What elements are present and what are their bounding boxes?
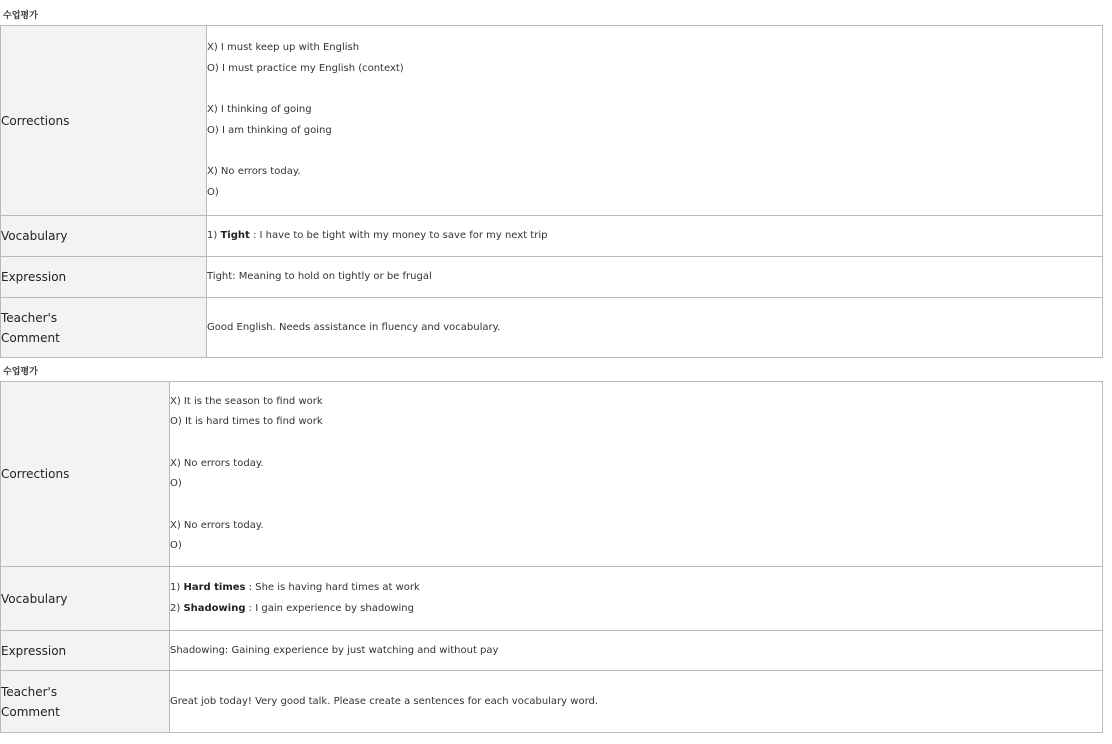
corrections-label: Corrections bbox=[1, 382, 170, 567]
comment-text: Great job today! Very good talk. Please create a sentences for each vocabulary word. bbox=[170, 695, 599, 707]
expression-content bbox=[207, 257, 1103, 298]
correction-line: O) bbox=[170, 540, 182, 551]
expression-text: Tight: Meaning to hold on tightly or be frugal bbox=[207, 271, 432, 282]
correction-line: O) I am thinking of going bbox=[207, 124, 332, 136]
expression-row bbox=[1, 257, 1103, 298]
vocabulary-prefix: 1) bbox=[170, 582, 184, 593]
corrections-content bbox=[170, 382, 1103, 567]
correction-line: O) I must practice my English (context) bbox=[207, 62, 404, 74]
evaluation-table bbox=[0, 25, 1103, 358]
comment-label bbox=[1, 298, 207, 358]
vocabulary-row bbox=[1, 567, 1103, 631]
vocabulary-term: Hard times bbox=[183, 582, 246, 593]
vocabulary-prefix: 2) bbox=[170, 602, 184, 614]
vocabulary-prefix: 1) bbox=[207, 230, 221, 241]
comment-label bbox=[1, 671, 170, 733]
vocabulary-item bbox=[207, 228, 1102, 244]
vocabulary-term: Shadowing bbox=[183, 602, 246, 614]
correction-line: O) It is hard times to find work bbox=[170, 416, 323, 427]
correction-line: X) I thinking of going bbox=[207, 104, 312, 115]
vocabulary-definition: : She is having hard times at work bbox=[245, 582, 420, 593]
expression-label: Expression bbox=[1, 257, 207, 298]
correction-line: X) No errors today. bbox=[170, 519, 264, 531]
vocabulary-item bbox=[170, 578, 1102, 599]
corrections-row bbox=[1, 26, 1103, 216]
vocabulary-definition: : I have to be tight with my money to save for my next trip bbox=[249, 230, 548, 241]
evaluation-table bbox=[0, 381, 1103, 733]
vocabulary-content bbox=[170, 567, 1103, 631]
comment-label-line: Comment bbox=[1, 330, 60, 345]
corrections-content bbox=[207, 26, 1103, 216]
correction-line: O) bbox=[170, 478, 182, 489]
correction-line: O) bbox=[207, 186, 219, 198]
section-title: 수업평가 bbox=[3, 11, 38, 21]
expression-label: Expression bbox=[1, 631, 170, 671]
corrections-label: Corrections bbox=[1, 26, 207, 216]
comment-content bbox=[207, 298, 1103, 358]
vocabulary-definition: : I gain experience by shadowing bbox=[245, 602, 414, 614]
vocabulary-content bbox=[207, 216, 1103, 257]
vocabulary-row bbox=[1, 216, 1103, 257]
vocabulary-label: Vocabulary bbox=[1, 567, 170, 631]
comment-label-line: Comment bbox=[1, 704, 60, 719]
section-title: 수업평가 bbox=[3, 367, 38, 377]
correction-line: X) It is the season to find work bbox=[170, 395, 323, 407]
comment-label-line: Teacher's bbox=[1, 310, 58, 325]
vocabulary-label: Vocabulary bbox=[1, 216, 207, 257]
comment-row bbox=[1, 671, 1103, 733]
comment-content bbox=[170, 671, 1103, 733]
expression-row bbox=[1, 631, 1103, 671]
comment-row bbox=[1, 298, 1103, 358]
comment-text: Good English. Needs assistance in fluency and vocabulary. bbox=[207, 321, 501, 333]
expression-content bbox=[170, 631, 1103, 671]
vocabulary-item bbox=[170, 599, 1102, 620]
vocabulary-term: Tight bbox=[220, 230, 250, 241]
correction-line: X) No errors today. bbox=[207, 166, 301, 177]
correction-line: X) No errors today. bbox=[170, 457, 264, 469]
expression-text: Shadowing: Gaining experience by just watching and without pay bbox=[170, 644, 499, 656]
corrections-row bbox=[1, 382, 1103, 567]
comment-label-line: Teacher's bbox=[1, 684, 58, 699]
correction-line: X) I must keep up with English bbox=[207, 42, 360, 53]
